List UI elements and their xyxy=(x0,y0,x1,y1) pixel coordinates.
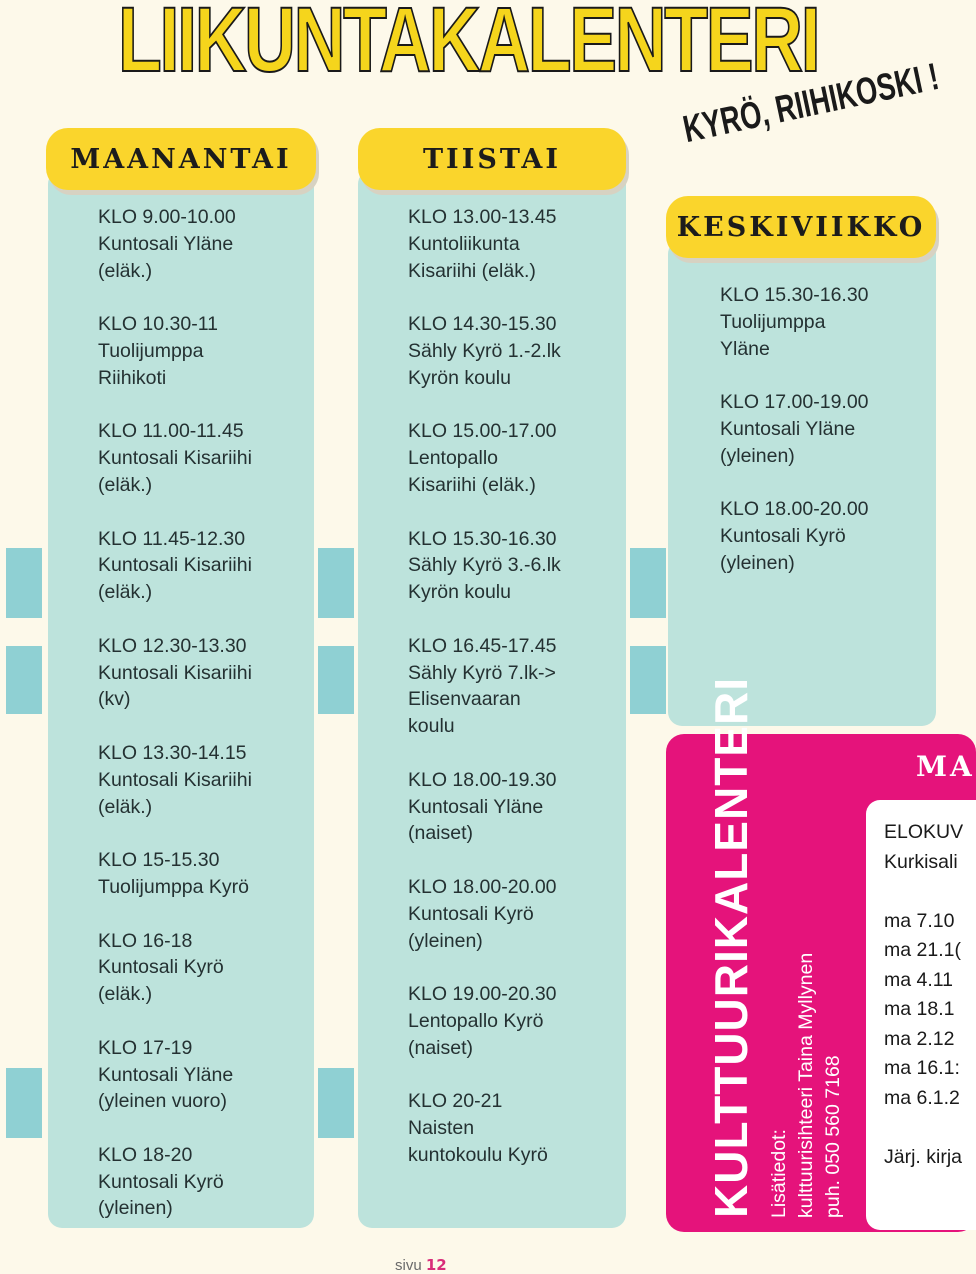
event-line: ma 18.1 xyxy=(884,998,955,1020)
event-line xyxy=(884,1113,963,1143)
schedule-entry: KLO 20-21 Naisten kuntokoulu Kyrö xyxy=(408,1090,548,1166)
schedule-entry: KLO 15.00-17.00 Lentopallo Kisariihi (eläk.) xyxy=(408,420,557,496)
contact-label: Lisätiedot: xyxy=(768,1129,790,1218)
schedule-entry: KLO 15.30-16.30 Sähly Kyrö 3.-6.lk Kyrön koulu xyxy=(408,527,561,604)
schedule-entry: KLO 15.30-16.30 Tuolijumppa Yläne xyxy=(720,284,869,360)
side-tab xyxy=(630,548,666,618)
schedule-entry: KLO 18.00-19.30 Kuntosali Yläne (naiset) xyxy=(408,768,557,845)
event-line: Järj. kirja xyxy=(884,1145,963,1168)
contact-phone: puh. 050 560 7168 xyxy=(822,1055,844,1218)
culture-contact-info xyxy=(766,953,847,1218)
event-line: ma 16.1: xyxy=(884,1057,960,1079)
culture-section-heading: MA xyxy=(916,750,975,783)
schedule-entry: KLO 13.00-13.45 Kuntoliikunta Kisariihi (eläk.) xyxy=(408,206,557,282)
schedule-entry: KLO 10.30-11 Tuolijumppa Riihikoti xyxy=(98,313,218,389)
event-line xyxy=(884,877,963,907)
schedule-entry: KLO 13.30-14.15 Kuntosali Kisariihi (eläk.) xyxy=(98,741,252,818)
page-footer xyxy=(395,1256,447,1274)
schedule-entry: KLO 19.00-20.30 Lentopallo Kyrö (naiset) xyxy=(408,983,557,1059)
schedule-entry: KLO 9.00-10.00 Kuntosali Yläne (eläk.) xyxy=(98,206,236,282)
schedule-entry: KLO 15-15.30 Tuolijumppa Kyrö xyxy=(98,849,250,898)
tuesday-entries xyxy=(408,204,561,1195)
event-line: ma 21.1( xyxy=(884,939,961,961)
schedule-entry: KLO 18-20 Kuntosali Kyrö (yleinen) xyxy=(98,1143,224,1220)
schedule-entry: KLO 11.00-11.45 Kuntosali Kisariihi (eläk.) xyxy=(98,420,252,496)
side-tab xyxy=(6,548,42,618)
culture-events-list xyxy=(884,818,963,1172)
monday-header: MAANANTAI xyxy=(46,128,316,190)
page-number: 12 xyxy=(425,1256,447,1274)
contact-person: kulttuurisihteeri Taina Myllynen xyxy=(795,952,817,1218)
wednesday-header: KESKIVIIKKO xyxy=(666,196,936,258)
schedule-entry: KLO 18.00-20.00 Kuntosali Kyrö (yleinen) xyxy=(408,875,557,952)
schedule-entry: KLO 17.00-19.00 Kuntosali Yläne (yleinen) xyxy=(720,391,869,467)
schedule-entry: KLO 18.00-20.00 Kuntosali Kyrö (yleinen) xyxy=(720,498,869,574)
footer-label: sivu xyxy=(395,1257,422,1274)
side-tab xyxy=(318,646,354,714)
schedule-entry: KLO 12.30-13.30 Kuntosali Kisariihi (kv) xyxy=(98,634,252,711)
event-line: Kurkisali xyxy=(884,850,958,873)
schedule-entry: KLO 14.30-15.30 Sähly Kyrö 1.-2.lk Kyrön koulu xyxy=(408,313,561,389)
event-line: ma 6.1.2 xyxy=(884,1086,960,1109)
event-line: ma 2.12 xyxy=(884,1027,955,1050)
schedule-entry: KLO 17-19 Kuntosali Yläne (yleinen vuoro) xyxy=(98,1036,234,1113)
tuesday-header: TIISTAI xyxy=(358,128,626,190)
schedule-entry: KLO 16.45-17.45 Sähly Kyrö 7.lk-> Elisenvaaran koulu xyxy=(408,634,557,738)
event-line: ELOKUV xyxy=(884,821,964,843)
event-line: ma 7.10 xyxy=(884,909,955,932)
event-line: ma 4.11 xyxy=(884,968,954,991)
side-tab xyxy=(6,1068,42,1138)
side-tab xyxy=(630,646,666,714)
side-tab xyxy=(318,548,354,618)
side-tab xyxy=(318,1068,354,1138)
culture-calendar-title: KULTTUURIKALENTERI xyxy=(705,677,757,1218)
side-tab xyxy=(6,646,42,714)
page-title: LIIKUNTAKALENTERI xyxy=(118,0,819,91)
region-subtitle: KYRÖ, RIIHIKOSKI ! xyxy=(679,55,943,152)
schedule-entry: KLO 11.45-12.30 Kuntosali Kisariihi (eläk.) xyxy=(98,527,252,604)
schedule-entry: KLO 16-18 Kuntosali Kyrö (eläk.) xyxy=(98,929,224,1006)
wednesday-entries xyxy=(720,282,869,604)
monday-entries xyxy=(98,204,252,1249)
